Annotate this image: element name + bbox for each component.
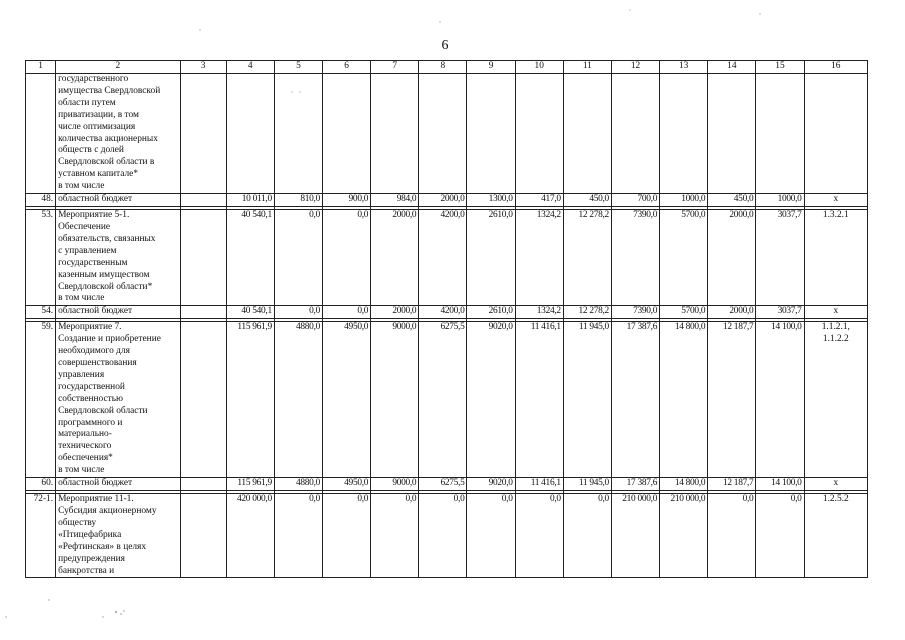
value-cell: 11 945,0: [563, 322, 611, 478]
column-header: 3: [180, 61, 226, 74]
row-name: государственного имущества Свердловской области путем приватизации, в том числе оптимизация количества акционерных обществ с долей Свердловской области в уставном капитале* в том числе: [56, 74, 180, 194]
value-cell: 2610,0: [467, 306, 515, 319]
value-cell: 210 000,0: [611, 494, 659, 578]
column-header: 6: [323, 61, 371, 74]
value-cell: 5700,0: [660, 210, 708, 306]
value-cell: 420 000,0: [226, 494, 274, 578]
row-name: Мероприятие 7. Создание и приобретение необходимого для совершенствования управления государственной собственностью Свердловской области программного и материально- технического обеспечения* в том числе: [56, 322, 180, 478]
value-cell: 0,0: [419, 494, 467, 578]
value-cell: [660, 74, 708, 194]
value-cell: 4950,0: [323, 322, 371, 478]
value-cell: 14 800,0: [660, 322, 708, 478]
value-cell: [756, 74, 804, 194]
measure-row: [26, 494, 868, 578]
value-cell: [419, 74, 467, 194]
value-cell: 4880,0: [274, 478, 322, 491]
row-number: 53.: [26, 210, 56, 306]
value-cell: 9000,0: [371, 322, 419, 478]
row-number: 60.: [26, 478, 56, 491]
value-cell: 1000,0: [660, 194, 708, 207]
budget-table: [25, 60, 868, 578]
column-header: 10: [515, 61, 563, 74]
column-header: 2: [56, 61, 180, 74]
value-cell: [180, 210, 226, 306]
value-cell: 984,0: [371, 194, 419, 207]
value-cell: 0,0: [323, 494, 371, 578]
column-number-row: [26, 61, 868, 74]
value-cell: [180, 478, 226, 491]
value-cell: 14 100,0: [756, 478, 804, 491]
value-cell: 0,0: [274, 210, 322, 306]
value-cell: 3037,7: [756, 306, 804, 319]
value-cell: 40 540,1: [226, 306, 274, 319]
page-number: 6: [441, 38, 449, 53]
budget-row: [26, 194, 868, 207]
value-cell: 7390,0: [611, 306, 659, 319]
column-header: 16: [804, 61, 867, 74]
value-cell: 12 187,7: [708, 322, 756, 478]
value-cell: 14 800,0: [660, 478, 708, 491]
value-cell: 115 961,9: [226, 322, 274, 478]
value-cell: 40 540,1: [226, 210, 274, 306]
value-cell: 5700,0: [660, 306, 708, 319]
value-cell: 0,0: [467, 494, 515, 578]
value-cell: 11 416,1: [515, 478, 563, 491]
value-cell: [180, 194, 226, 207]
value-cell: [180, 306, 226, 319]
value-cell: 17 387,6: [611, 478, 659, 491]
value-cell: 11 416,1: [515, 322, 563, 478]
target-ref: [804, 74, 867, 194]
measure-row: [26, 74, 868, 194]
value-cell: 14 100,0: [756, 322, 804, 478]
value-cell: 1300,0: [467, 194, 515, 207]
value-cell: 3037,7: [756, 210, 804, 306]
row-number: [26, 74, 56, 194]
value-cell: 9020,0: [467, 478, 515, 491]
measure-row: [26, 322, 868, 478]
value-cell: 0,0: [274, 494, 322, 578]
value-cell: 0,0: [515, 494, 563, 578]
row-number: 48.: [26, 194, 56, 207]
value-cell: 0,0: [708, 494, 756, 578]
column-header: 13: [660, 61, 708, 74]
value-cell: 6275,5: [419, 322, 467, 478]
value-cell: 0,0: [323, 306, 371, 319]
value-cell: 1000,0: [756, 194, 804, 207]
column-header: 9: [467, 61, 515, 74]
value-cell: 12 278,2: [563, 210, 611, 306]
measure-row: [26, 210, 868, 306]
column-header: 7: [371, 61, 419, 74]
target-ref: x: [804, 306, 867, 319]
value-cell: [180, 74, 226, 194]
column-header: 11: [563, 61, 611, 74]
value-cell: 0,0: [274, 306, 322, 319]
column-header: 8: [419, 61, 467, 74]
value-cell: [323, 74, 371, 194]
column-header: 15: [756, 61, 804, 74]
row-number: 59.: [26, 322, 56, 478]
value-cell: 0,0: [323, 210, 371, 306]
row-name: областной бюджет: [56, 306, 180, 319]
row-name: областной бюджет: [56, 194, 180, 207]
value-cell: 10 011,0: [226, 194, 274, 207]
value-cell: [467, 74, 515, 194]
column-header: 5: [274, 61, 322, 74]
value-cell: 7390,0: [611, 210, 659, 306]
column-header: 4: [226, 61, 274, 74]
value-cell: [226, 74, 274, 194]
value-cell: [515, 74, 563, 194]
target-ref: x: [804, 194, 867, 207]
value-cell: 810,0: [274, 194, 322, 207]
value-cell: 2000,0: [708, 210, 756, 306]
value-cell: [611, 74, 659, 194]
value-cell: 4880,0: [274, 322, 322, 478]
value-cell: [274, 74, 322, 194]
row-name: Мероприятие 5-1. Обеспечение обязательств, связанных с управлением государственным казенным имуществом Свердловской области* в том числе: [56, 210, 180, 306]
value-cell: [180, 322, 226, 478]
row-name: Мероприятие 11-1. Субсидия акционерному обществу «Птицефабрика «Рефтинская» в целях предупреждения банкротства и: [56, 494, 180, 578]
value-cell: 700,0: [611, 194, 659, 207]
value-cell: 2000,0: [371, 210, 419, 306]
row-number: 54.: [26, 306, 56, 319]
value-cell: 2000,0: [419, 194, 467, 207]
value-cell: 2000,0: [371, 306, 419, 319]
value-cell: 4950,0: [323, 478, 371, 491]
value-cell: 9000,0: [371, 478, 419, 491]
row-name: областной бюджет: [56, 478, 180, 491]
column-header: 12: [611, 61, 659, 74]
value-cell: [708, 74, 756, 194]
value-cell: 900,0: [323, 194, 371, 207]
value-cell: 115 961,9: [226, 478, 274, 491]
value-cell: [563, 74, 611, 194]
column-header: 14: [708, 61, 756, 74]
value-cell: 0,0: [563, 494, 611, 578]
value-cell: 210 000,0: [660, 494, 708, 578]
value-cell: 450,0: [563, 194, 611, 207]
budget-row: [26, 306, 868, 319]
value-cell: [180, 494, 226, 578]
value-cell: 4200,0: [419, 306, 467, 319]
value-cell: 2610,0: [467, 210, 515, 306]
value-cell: 1324,2: [515, 306, 563, 319]
value-cell: 12 278,2: [563, 306, 611, 319]
value-cell: 11 945,0: [563, 478, 611, 491]
value-cell: 17 387,6: [611, 322, 659, 478]
value-cell: 9020,0: [467, 322, 515, 478]
budget-row: [26, 478, 868, 491]
target-ref: x: [804, 478, 867, 491]
value-cell: 6275,5: [419, 478, 467, 491]
value-cell: 2000,0: [708, 306, 756, 319]
value-cell: [371, 74, 419, 194]
target-ref: 1.1.2.1, 1.1.2.2: [804, 322, 867, 478]
target-ref: 1.2.5.2: [804, 494, 867, 578]
value-cell: 450,0: [708, 194, 756, 207]
value-cell: 4200,0: [419, 210, 467, 306]
column-header: 1: [26, 61, 56, 74]
target-ref: 1.3.2.1: [804, 210, 867, 306]
row-number: 72-1.: [26, 494, 56, 578]
value-cell: 0,0: [756, 494, 804, 578]
value-cell: 1324,2: [515, 210, 563, 306]
value-cell: 0,0: [371, 494, 419, 578]
value-cell: 417,0: [515, 194, 563, 207]
value-cell: 12 187,7: [708, 478, 756, 491]
